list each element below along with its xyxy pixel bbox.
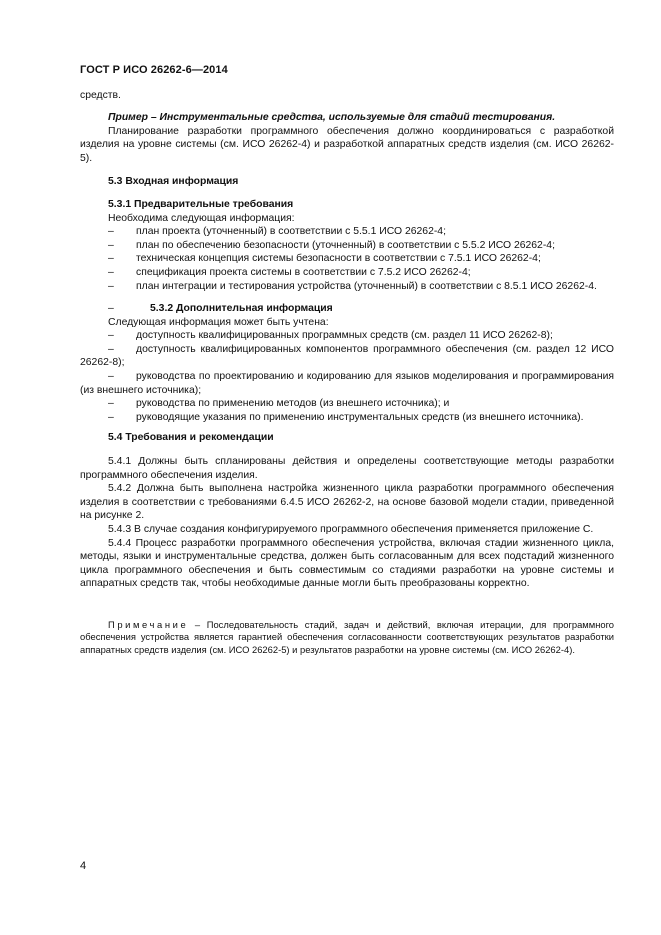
- list-item: – техническая концепция системы безопасности в соответствии с 7.5.1 ИСО 26262-4;: [108, 253, 541, 265]
- list-item: – доступность квалифицированных компонентов программного обеспечения (см. раздел 12 ИСО 26262-8);: [80, 343, 614, 369]
- document-header: ГОСТ Р ИСО 26262-6—2014: [80, 64, 228, 76]
- example-block: [80, 111, 614, 165]
- intro-fragment: [80, 89, 614, 103]
- example-text: Планирование разработки программного обеспечения должно координироваться с разработкой изделия на уровне системы (см. ИСО 26262-4) и разработкой аппаратных средств изделия (см. ИСО 26262-5).: [80, 125, 614, 164]
- note-body: Последовательность стадий, задач и действий, включая итерации, для программного обеспечения устройства является гарантией обеспечения согласованности соответствующих результатов разработки аппаратных средств изделия (см. ИСО 26262-5) и результатов разработки на уровне системы (см. ИСО 26262-4).: [80, 619, 615, 655]
- list-item: – доступность квалифицированных программных средств (см. раздел 11 ИСО 26262-8);: [108, 330, 553, 342]
- section-5-3-1: [80, 198, 614, 293]
- list-item: – спецификация проекта системы в соответствии с 7.5.2 ИСО 26262-4;: [108, 266, 471, 278]
- note-text: [80, 619, 614, 656]
- note-dash: –: [194, 619, 201, 630]
- paragraph-5-4-1: 5.4.1 Должны быть спланированы действия и определены соответствующие методы разработки программного обеспечения изделия.: [80, 456, 614, 481]
- section-5-3-2: [80, 302, 614, 424]
- section-5-3-2-heading: 5.3.2 Дополнительная информация: [150, 303, 333, 314]
- section-5-4: [80, 431, 614, 445]
- section-5-4-paragraphs: [80, 455, 614, 591]
- example-heading: Пример – Инструментальные средства, используемые для стадий тестирования.: [108, 112, 556, 123]
- paragraph-5-4-4: 5.4.4 Процесс разработки программного обеспечения устройства, включая стадии жизненного цикла, методы, языки и инструментальные средства, должен быть согласованным для всех подстадий жизненного цикла программного обеспечения и быть совместимым со стадиями разработки на уровне системы и аппаратных средств так, чтобы необходимые данные могли быть преобразованы корректно.: [80, 537, 614, 590]
- list-item: – план проекта (уточненный) в соответствии с 5.5.1 ИСО 26262-4;: [108, 226, 446, 238]
- list-item: – план интеграции и тестирования устройства (уточненный) в соответствии с 8.5.1 ИСО 26262-4.: [108, 280, 597, 292]
- intro-word: средств.: [80, 90, 121, 101]
- list-item: – руководства по проектированию и кодированию для языков моделирования и программирования (из внешнего источника);: [80, 370, 614, 396]
- page-number: 4: [80, 860, 87, 872]
- section-5-3-2-lead: Следующая информация может быть учтена:: [108, 316, 329, 328]
- section-5-3-2-heading-row: [80, 302, 614, 316]
- section-5-3-heading: 5.3 Входная информация: [108, 176, 239, 187]
- note-block: [80, 619, 614, 656]
- paragraph-5-4-3: 5.4.3 В случае создания конфигурируемого программного обеспечения применяется приложение С.: [108, 523, 594, 535]
- note-label: Примечание: [108, 619, 189, 630]
- paragraph-5-4-2: 5.4.2 Должна быть выполнена настройка жизненного цикла разработки программного обеспечения изделия в соответствии с требованиями 6.4.5 ИСО 26262-2, на основе базовой модели стадии, приведенной на рисунке 2.: [80, 483, 614, 522]
- section-5-3-1-heading: 5.3.1 Предварительные требования: [108, 199, 294, 210]
- section-5-4-heading: 5.4 Требования и рекомендации: [108, 432, 274, 443]
- list-dash: –: [108, 303, 114, 314]
- list-item: – план по обеспечению безопасности (уточненный) в соответствии с 5.5.2 ИСО 26262-4;: [108, 239, 555, 251]
- list-item: – руководства по применению методов (из внешнего источника); и: [108, 398, 450, 410]
- list-item: – руководящие указания по применению инструментальных средств (из внешнего источника).: [108, 411, 584, 423]
- section-5-3: [80, 175, 614, 189]
- section-5-3-1-lead: Необходима следующая информация:: [108, 212, 295, 224]
